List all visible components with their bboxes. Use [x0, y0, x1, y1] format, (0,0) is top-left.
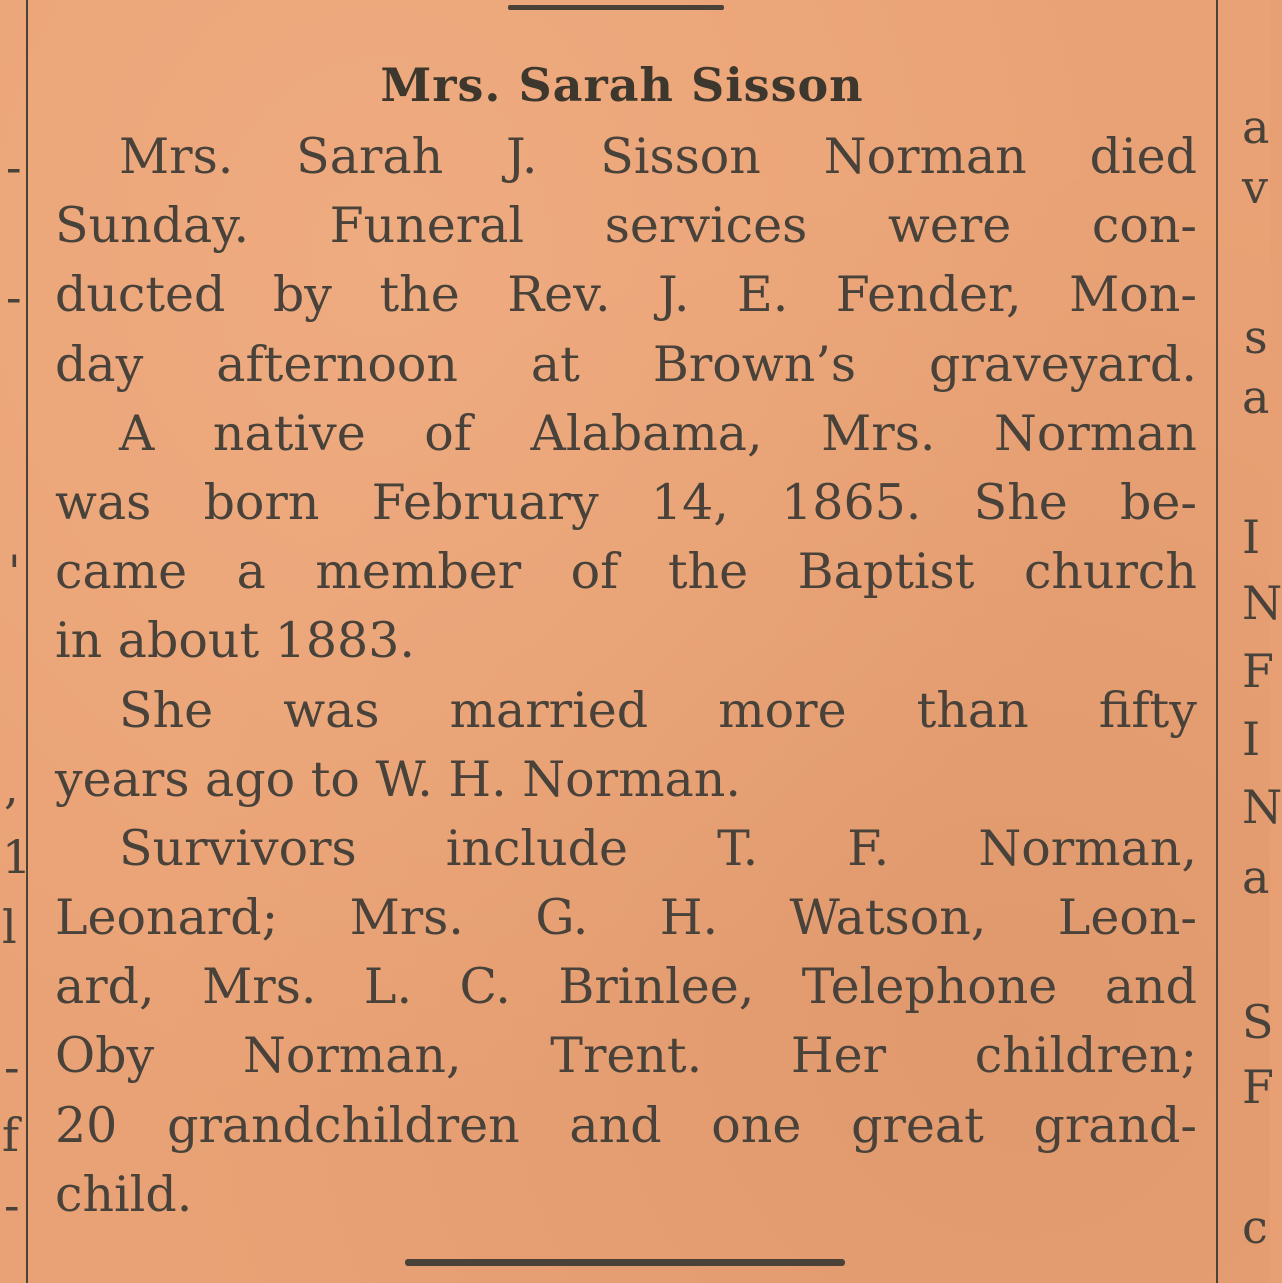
article-word: Mrs.: [821, 404, 936, 462]
article-word: Rev.: [507, 266, 611, 324]
margin-fragment: I: [1242, 510, 1261, 564]
margin-fragment: s: [1244, 310, 1268, 364]
margin-fragment: ,: [4, 760, 19, 814]
article-word: Norman: [993, 404, 1197, 462]
article-word: than: [916, 681, 1029, 739]
article-word: fifty: [1098, 681, 1197, 739]
article-word: Trent.: [550, 1027, 703, 1085]
article-word: Mrs.: [202, 958, 317, 1016]
article-line: [55, 537, 1197, 606]
article-word: be-: [1120, 473, 1197, 531]
article-line: [55, 883, 1197, 952]
top-rule: [508, 5, 724, 10]
article-headline: Mrs. Sarah Sisson: [380, 58, 864, 112]
article-word: H.: [659, 889, 719, 947]
article-line: [55, 952, 1197, 1021]
article-word: Telephone: [801, 958, 1058, 1016]
article-word: graveyard.: [929, 335, 1197, 393]
article-line: [55, 606, 1197, 675]
article-word: She: [973, 473, 1068, 531]
article-word: Survivors: [119, 819, 357, 877]
article-line: [55, 1160, 1197, 1229]
article-word: children;: [974, 1027, 1197, 1085]
margin-fragment: I: [1242, 712, 1261, 766]
article-word: and: [1104, 958, 1197, 1016]
article-word: con-: [1091, 197, 1197, 255]
article-word: Funeral: [329, 197, 525, 255]
article-word: afternoon: [216, 335, 458, 393]
article-word: more: [718, 681, 847, 739]
margin-fragment: a: [1242, 370, 1270, 424]
article-word: ducted: [55, 266, 226, 324]
article-word: and: [569, 1096, 662, 1154]
article-word: of: [570, 543, 619, 601]
article-word: grand-: [1033, 1096, 1197, 1154]
article-word: grandchildren: [167, 1096, 520, 1154]
article-word: C.: [459, 958, 511, 1016]
article-line: [55, 676, 1197, 745]
margin-fragment: a: [1242, 850, 1270, 904]
article-word: born: [203, 473, 320, 531]
article-word: Oby: [55, 1027, 155, 1085]
article-word: Baptist: [797, 543, 975, 601]
article-line: [55, 399, 1197, 468]
article-word: E.: [736, 266, 789, 324]
article-line: [55, 191, 1197, 260]
adjacent-column-left: [0, 0, 32, 1283]
article-word: Her: [790, 1027, 887, 1085]
article-word: February: [371, 473, 599, 531]
article-word: 20: [55, 1096, 118, 1154]
article-word: 14,: [650, 473, 729, 531]
article-word: Mrs.: [119, 128, 234, 185]
article-line: [55, 1021, 1197, 1090]
article-line: [55, 330, 1197, 399]
right-column-rule: [1216, 0, 1218, 1283]
margin-fragment: N: [1242, 780, 1282, 834]
margin-fragment: v: [1242, 160, 1268, 214]
article-word: died: [1089, 128, 1197, 185]
article-word: Norman: [823, 128, 1027, 185]
margin-fragment: f: [2, 1108, 20, 1162]
article-line: [55, 122, 1197, 191]
article-word: Leon-: [1057, 889, 1197, 947]
article-line: [55, 745, 1197, 814]
article-word: by: [272, 266, 332, 324]
article-word: G.: [535, 889, 589, 947]
article-line: [55, 814, 1197, 883]
article-word: Brinlee,: [558, 958, 755, 1016]
margin-fragment: F: [1242, 1060, 1274, 1114]
article-word: Mon-: [1069, 266, 1197, 324]
margin-fragment: 1: [2, 830, 32, 884]
margin-fragment: -: [6, 270, 22, 324]
article-word: Norman,: [978, 819, 1197, 877]
article-line: [55, 468, 1197, 537]
article-word: include: [445, 819, 629, 877]
article-word: great: [851, 1096, 984, 1154]
article-word: the: [667, 543, 749, 601]
article-word: Fender,: [835, 266, 1022, 324]
article-word: was: [55, 473, 152, 531]
article-word: Leonard;: [55, 889, 279, 947]
margin-fragment: -: [4, 1178, 20, 1232]
article-word: L.: [363, 958, 413, 1016]
article-word: came: [55, 543, 188, 601]
article-word: F.: [847, 819, 890, 877]
margin-fragment: -: [4, 1040, 20, 1094]
article-body: [55, 122, 1197, 1229]
adjacent-column-right: [1236, 0, 1282, 1283]
article-word: child.: [55, 1165, 193, 1223]
article-word: years ago to W. H. Norman.: [55, 750, 741, 808]
article-word: A: [119, 404, 155, 462]
margin-fragment: ': [8, 545, 21, 599]
article-word: member: [315, 543, 522, 601]
article-word: Alabama,: [530, 404, 763, 462]
article-word: at: [530, 335, 580, 393]
margin-fragment: l: [2, 900, 17, 954]
bottom-rule: [405, 1259, 845, 1266]
article-line: [55, 260, 1197, 329]
article-word: Sunday.: [55, 197, 250, 255]
margin-fragment: c: [1242, 1200, 1268, 1254]
article-word: T.: [717, 819, 759, 877]
article-word: day: [55, 335, 144, 393]
article-word: in about 1883.: [55, 612, 415, 670]
margin-fragment: F: [1242, 644, 1274, 698]
margin-fragment: N: [1242, 576, 1282, 630]
article-word: Watson,: [789, 889, 987, 947]
article-word: 1865.: [781, 473, 922, 531]
article-word: J.: [658, 266, 690, 324]
article-word: was: [283, 681, 380, 739]
margin-fragment: -: [6, 140, 22, 194]
article-word: one: [711, 1096, 802, 1154]
margin-fragment: S: [1242, 995, 1274, 1049]
article-word: the: [379, 266, 460, 324]
article-line: [55, 1091, 1197, 1160]
article-word: Norman,: [242, 1027, 462, 1085]
article-word: ard,: [55, 958, 155, 1016]
article-word: services: [604, 197, 808, 255]
article-word: married: [449, 681, 649, 739]
article-word: church: [1023, 543, 1197, 601]
article-word: a: [236, 543, 266, 601]
article-word: Sarah: [296, 128, 444, 185]
article-word: Sisson: [600, 128, 761, 185]
article-word: native: [212, 404, 366, 462]
article-word: were: [887, 197, 1012, 255]
article-word: J.: [506, 128, 538, 185]
article-word: She: [119, 681, 214, 739]
article-word: of: [424, 404, 472, 462]
margin-fragment: a: [1242, 100, 1270, 154]
article-word: Mrs.: [349, 889, 464, 947]
left-column-rule: [26, 0, 28, 1283]
article-word: Brown’s: [652, 335, 857, 393]
